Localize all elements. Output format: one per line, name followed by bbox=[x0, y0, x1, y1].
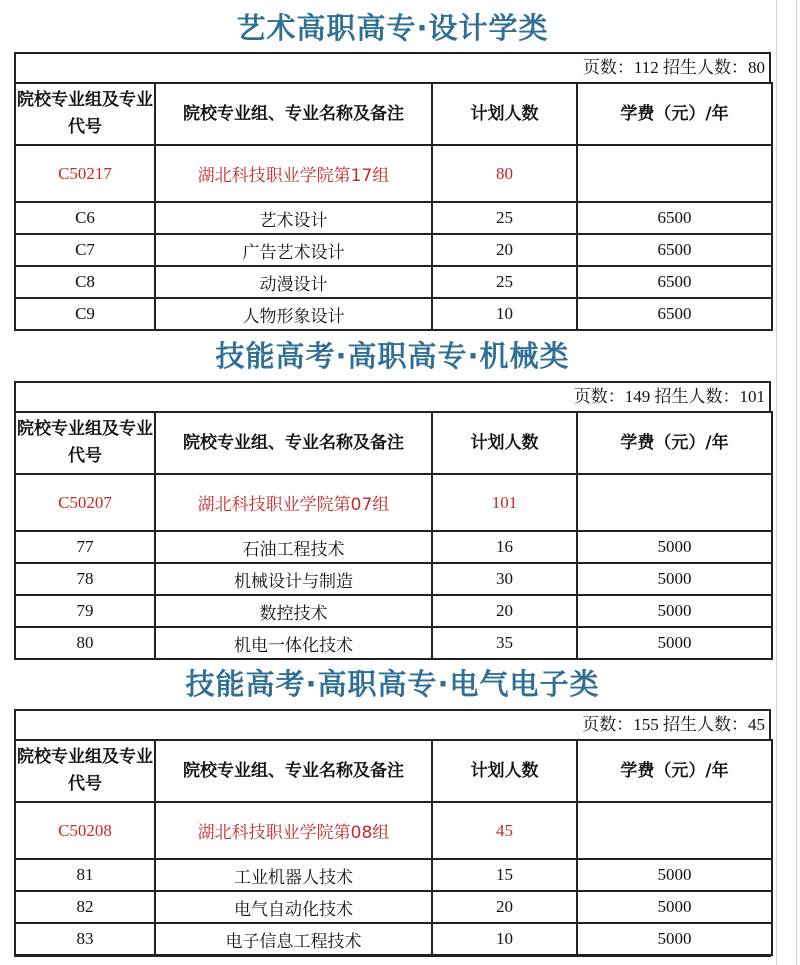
section-meta: 页数：155 招生人数：45 bbox=[14, 709, 771, 739]
group-fee bbox=[577, 802, 772, 859]
header-fee: 学费（元）/年 bbox=[577, 740, 772, 802]
group-name: 湖北科技职业学院第17组 bbox=[155, 145, 432, 202]
major-code: C9 bbox=[15, 298, 155, 330]
major-fee: 5000 bbox=[577, 891, 772, 923]
major-name: 电子信息工程技术 bbox=[155, 923, 432, 955]
header-code: 院校专业组及专业代号 bbox=[15, 412, 155, 474]
table-row bbox=[15, 891, 772, 923]
section-title: 技能高考·高职高专·机械类 bbox=[215, 339, 570, 373]
bottom-border bbox=[14, 955, 771, 957]
table-header-row bbox=[15, 412, 772, 474]
major-name: 人物形象设计 bbox=[155, 298, 432, 330]
section-meta: 页数：149 招生人数：101 bbox=[14, 381, 771, 411]
major-plan: 20 bbox=[432, 595, 577, 627]
major-name: 动漫设计 bbox=[155, 266, 432, 298]
section-title: 艺术高职高专·设计学类 bbox=[236, 11, 549, 45]
header-plan: 计划人数 bbox=[432, 740, 577, 802]
group-code: C50207 bbox=[15, 474, 155, 531]
major-fee: 5000 bbox=[577, 531, 772, 563]
table-row bbox=[15, 859, 772, 891]
group-plan: 101 bbox=[432, 474, 577, 531]
group-code: C50217 bbox=[15, 145, 155, 202]
table-row bbox=[15, 595, 772, 627]
admissions-table bbox=[14, 82, 773, 331]
table-row bbox=[15, 531, 772, 563]
group-row bbox=[15, 145, 772, 202]
admissions-table bbox=[14, 739, 773, 956]
grid-line bbox=[796, 0, 797, 965]
group-plan: 45 bbox=[432, 802, 577, 859]
major-plan: 20 bbox=[432, 891, 577, 923]
major-fee: 5000 bbox=[577, 627, 772, 659]
major-plan: 16 bbox=[432, 531, 577, 563]
major-code: 82 bbox=[15, 891, 155, 923]
header-code: 院校专业组及专业代号 bbox=[15, 740, 155, 802]
major-name: 广告艺术设计 bbox=[155, 234, 432, 266]
header-name: 院校专业组、专业名称及备注 bbox=[155, 740, 432, 802]
major-plan: 25 bbox=[432, 202, 577, 234]
table-row bbox=[15, 563, 772, 595]
major-name: 工业机器人技术 bbox=[155, 859, 432, 891]
group-code: C50208 bbox=[15, 802, 155, 859]
major-code: 83 bbox=[15, 923, 155, 955]
major-plan: 35 bbox=[432, 627, 577, 659]
group-fee bbox=[577, 474, 772, 531]
table-row bbox=[15, 266, 772, 298]
major-code: 80 bbox=[15, 627, 155, 659]
major-name: 石油工程技术 bbox=[155, 531, 432, 563]
header-code: 院校专业组及专业代号 bbox=[15, 83, 155, 145]
table-header-row bbox=[15, 740, 772, 802]
header-plan: 计划人数 bbox=[432, 83, 577, 145]
major-fee: 5000 bbox=[577, 859, 772, 891]
major-name: 机电一体化技术 bbox=[155, 627, 432, 659]
table-row bbox=[15, 923, 772, 955]
admissions-table bbox=[14, 411, 773, 660]
major-name: 数控技术 bbox=[155, 595, 432, 627]
major-code: C8 bbox=[15, 266, 155, 298]
section-meta: 页数：112 招生人数：80 bbox=[14, 52, 771, 82]
header-plan: 计划人数 bbox=[432, 412, 577, 474]
major-fee: 6500 bbox=[577, 234, 772, 266]
grid-line bbox=[776, 0, 777, 965]
major-code: 78 bbox=[15, 563, 155, 595]
major-plan: 10 bbox=[432, 923, 577, 955]
major-plan: 15 bbox=[432, 859, 577, 891]
major-fee: 6500 bbox=[577, 266, 772, 298]
major-fee: 6500 bbox=[577, 202, 772, 234]
header-fee: 学费（元）/年 bbox=[577, 412, 772, 474]
major-name: 机械设计与制造 bbox=[155, 563, 432, 595]
major-plan: 20 bbox=[432, 234, 577, 266]
table-row bbox=[15, 234, 772, 266]
section-title: 技能高考·高职高专·电气电子类 bbox=[185, 667, 600, 701]
group-plan: 80 bbox=[432, 145, 577, 202]
table-row bbox=[15, 627, 772, 659]
major-code: 81 bbox=[15, 859, 155, 891]
major-plan: 10 bbox=[432, 298, 577, 330]
major-plan: 30 bbox=[432, 563, 577, 595]
group-fee bbox=[577, 145, 772, 202]
major-plan: 25 bbox=[432, 266, 577, 298]
header-name: 院校专业组、专业名称及备注 bbox=[155, 412, 432, 474]
header-name: 院校专业组、专业名称及备注 bbox=[155, 83, 432, 145]
major-code: C7 bbox=[15, 234, 155, 266]
major-code: 79 bbox=[15, 595, 155, 627]
table-row bbox=[15, 298, 772, 330]
major-fee: 5000 bbox=[577, 923, 772, 955]
group-row bbox=[15, 802, 772, 859]
major-code: C6 bbox=[15, 202, 155, 234]
major-fee: 5000 bbox=[577, 563, 772, 595]
major-name: 电气自动化技术 bbox=[155, 891, 432, 923]
group-name: 湖北科技职业学院第07组 bbox=[155, 474, 432, 531]
table-header-row bbox=[15, 83, 772, 145]
major-fee: 5000 bbox=[577, 595, 772, 627]
header-fee: 学费（元）/年 bbox=[577, 83, 772, 145]
table-row bbox=[15, 202, 772, 234]
major-name: 艺术设计 bbox=[155, 202, 432, 234]
group-row bbox=[15, 474, 772, 531]
major-fee: 6500 bbox=[577, 298, 772, 330]
major-code: 77 bbox=[15, 531, 155, 563]
group-name: 湖北科技职业学院第08组 bbox=[155, 802, 432, 859]
